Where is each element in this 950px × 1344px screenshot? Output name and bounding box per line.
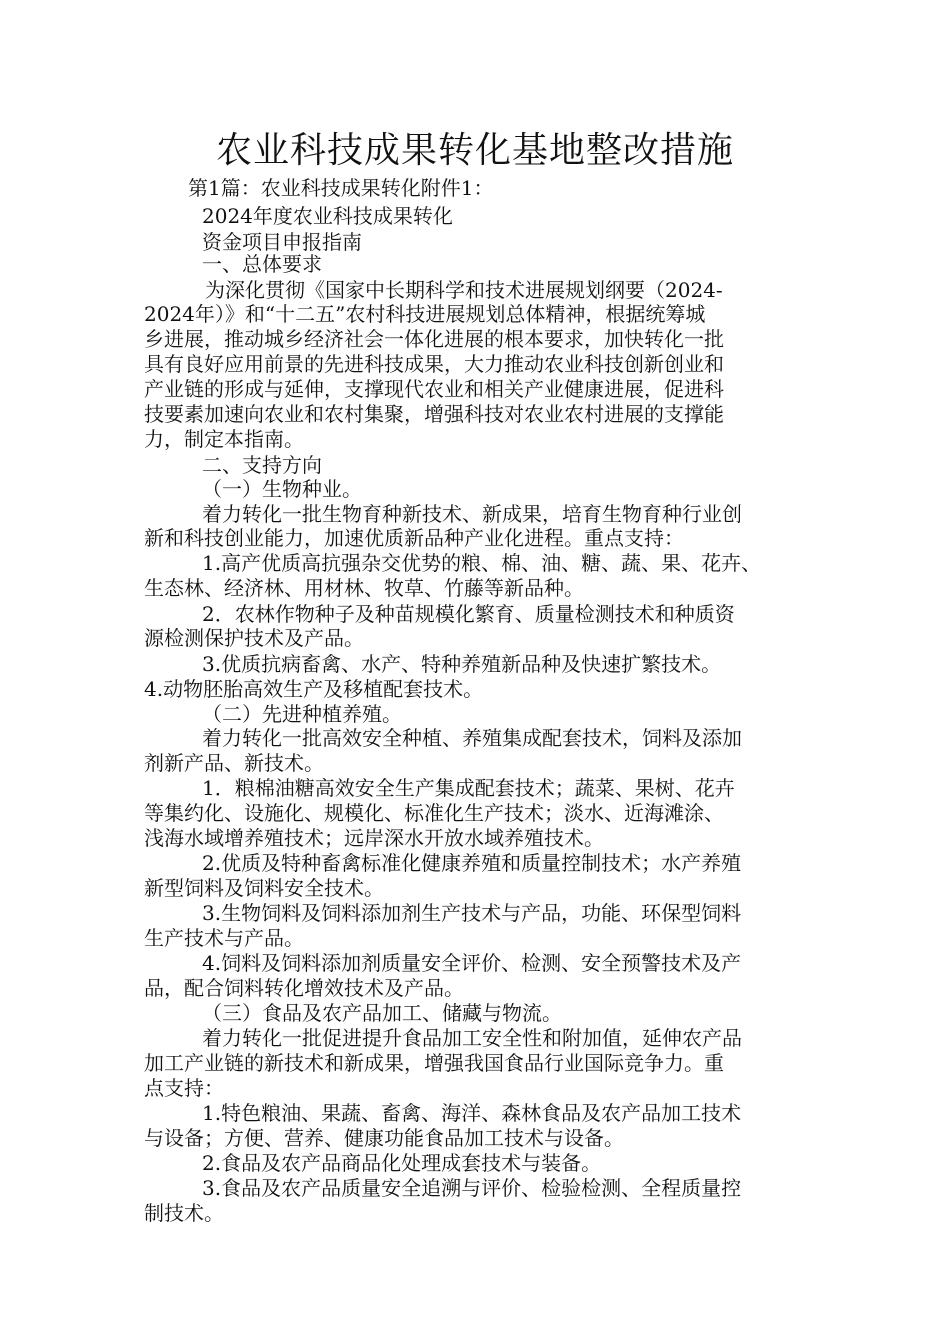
subsection-heading: （一）生物种业。 bbox=[202, 477, 362, 501]
text-line: 源检测保护技术及产品。 bbox=[144, 626, 364, 650]
text-line: 力，制定本指南。 bbox=[144, 427, 304, 451]
text-line: 等集约化、设施化、规模化、标准化生产技术；淡水、近海滩涂、 bbox=[144, 801, 724, 825]
text-line: 2.食品及农产品商品化处理成套技术与装备。 bbox=[202, 1151, 602, 1175]
text-line: 新和科技创业能力，加速优质新品种产业化进程。重点支持： bbox=[144, 526, 684, 550]
text-line: 乡进展，推动城乡经济社会一体化进展的根本要求，加快转化一批 bbox=[144, 327, 724, 351]
text-line: 着力转化一批生物育种新技术、新成果，培育生物育种行业创 bbox=[202, 502, 742, 526]
text-line: 点支持： bbox=[144, 1076, 224, 1100]
text-line: 3.优质抗病畜禽、水产、特种养殖新品种及快速扩繁技术。 bbox=[202, 652, 722, 676]
text-line: 加工产业链的新技术和新成果，增强我国食品行业国际竞争力。重 bbox=[144, 1051, 724, 1075]
text-line: 浅海水域增养殖技术；远岸深水开放水域养殖技术。 bbox=[144, 826, 604, 850]
text-line: 剂新产品、新技术。 bbox=[144, 751, 324, 775]
text-line: 2.优质及特种畜禽标准化健康养殖和质量控制技术；水产养殖 bbox=[202, 851, 742, 875]
section-heading: 一、总体要求 bbox=[202, 252, 322, 276]
text-line: 新型饲料及饲料安全技术。 bbox=[144, 876, 384, 900]
text-line: 着力转化一批高效安全种植、养殖集成配套技术，饲料及添加 bbox=[202, 726, 742, 750]
text-line: 生产技术与产品。 bbox=[144, 926, 304, 950]
text-line: 品，配合饲料转化增效技术及产品。 bbox=[144, 976, 464, 1000]
subsection-heading: （二）先进种植养殖。 bbox=[202, 702, 402, 726]
text-line: 与设备；方便、营养、健康功能食品加工技术与设备。 bbox=[144, 1126, 624, 1150]
text-line: 3.食品及农产品质量安全追溯与评价、检验检测、全程质量控 bbox=[202, 1176, 742, 1200]
text-line: 为深化贯彻《国家中长期科学和技术进展规划纲要（2024- bbox=[205, 278, 723, 302]
text-line: 3.生物饲料及饲料添加剂生产技术与产品，功能、环保型饲料 bbox=[202, 901, 742, 925]
text-line: 4.饲料及饲料添加剂质量安全评价、检测、安全预警技术及产 bbox=[202, 951, 742, 975]
text-line: 产业链的形成与延伸，支撑现代农业和相关产业健康进展，促进科 bbox=[144, 377, 724, 401]
section-heading: 二、支持方向 bbox=[202, 453, 322, 477]
text-line: 1．粮棉油糖高效安全生产集成配套技术；蔬菜、果树、花卉 bbox=[202, 776, 735, 800]
text-line: 4.动物胚胎高效生产及移植配套技术。 bbox=[144, 677, 484, 701]
text-line: 制技术。 bbox=[144, 1201, 224, 1225]
text-line: 1.高产优质高抗强杂交优势的粮、棉、油、糖、蔬、果、花卉、 bbox=[202, 551, 762, 575]
text-line: 生态林、经济林、用材林、牧草、竹藤等新品种。 bbox=[144, 576, 584, 600]
text-line: 2024年度农业科技成果转化 bbox=[202, 204, 453, 228]
document-title: 农业科技成果转化基地整改措施 bbox=[215, 130, 734, 171]
text-line: 2．农林作物种子及种苗规模化繁育、质量检测技术和种质资 bbox=[202, 602, 735, 626]
text-line: 1.特色粮油、果蔬、畜禽、海洋、森林食品及农产品加工技术 bbox=[202, 1101, 742, 1125]
text-line: 技要素加速向农业和农村集聚，增强科技对农业农村进展的支撑能 bbox=[144, 402, 724, 426]
text-line: 2024年）》和“十二五”农村科技进展规划总体精神，根据统筹城 bbox=[144, 302, 706, 326]
text-line: 着力转化一批促进提升食品加工安全性和附加值，延伸农产品 bbox=[202, 1026, 742, 1050]
text-line: 资金项目申报指南 bbox=[202, 230, 362, 254]
text-line: 具有良好应用前景的先进科技成果，大力推动农业科技创新创业和 bbox=[144, 352, 724, 376]
text-line: 第1篇：农业科技成果转化附件1： bbox=[188, 176, 494, 200]
subsection-heading: （三）食品及农产品加工、储藏与物流。 bbox=[202, 1001, 562, 1025]
